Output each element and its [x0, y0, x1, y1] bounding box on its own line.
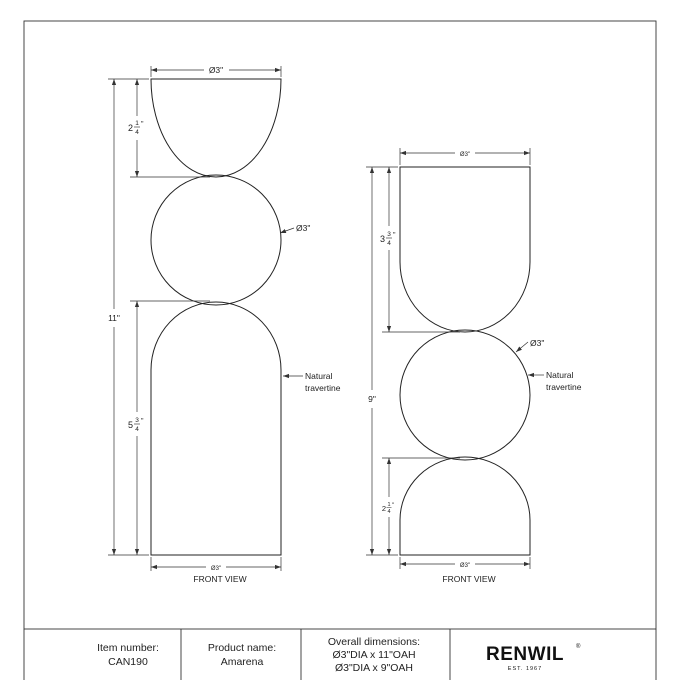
left-overall-height-label: 11" [108, 313, 120, 323]
drawing-border [24, 21, 656, 629]
overall-dimensions-line2: Ø3"DIA x 9"OAH [334, 662, 414, 674]
product-name-value: Amarena [220, 656, 264, 668]
left-view-caption: FRONT VIEW [193, 574, 247, 584]
svg-text:1: 1 [135, 120, 139, 127]
right-cup-height-label [380, 231, 396, 247]
title-block [24, 629, 656, 680]
right-front-view [366, 148, 582, 584]
svg-text:4: 4 [135, 426, 139, 433]
right-base-height-label [382, 502, 394, 515]
overall-dimensions-label: Overall dimensions: [327, 636, 421, 648]
svg-text:®: ® [576, 644, 581, 650]
right-bottom-width-label: Ø3" [459, 563, 471, 569]
right-bottom-dome [400, 457, 530, 555]
left-front-view [108, 65, 341, 584]
left-material-line1: Natural [305, 371, 333, 381]
overall-dimensions-line1: Ø3"DIA x 11"OAH [332, 649, 416, 661]
right-top-cup [400, 167, 530, 332]
right-material-line2: travertine [546, 382, 582, 392]
left-sphere [151, 175, 281, 305]
right-sphere [400, 330, 530, 460]
left-top-bowl [151, 79, 281, 177]
left-base-height-label [128, 417, 144, 433]
product-name-label: Product name: [207, 642, 277, 654]
svg-text:3: 3 [135, 417, 139, 424]
svg-text:3: 3 [379, 234, 385, 244]
svg-text:": " [392, 503, 395, 509]
item-number-label: Item number: [97, 642, 159, 654]
svg-text:4: 4 [387, 240, 391, 247]
svg-text:4: 4 [135, 129, 139, 136]
svg-text:5: 5 [127, 420, 133, 430]
svg-text:": " [393, 232, 396, 239]
left-top-width-label: Ø3" [208, 65, 224, 75]
right-overall-height-label: 9" [368, 394, 376, 404]
svg-text:3: 3 [387, 231, 391, 238]
right-sphere-dia-label: Ø3" [530, 338, 545, 348]
right-top-width-label: Ø3" [459, 152, 471, 158]
svg-text:2: 2 [381, 504, 386, 513]
svg-text:1: 1 [387, 502, 391, 508]
svg-text:": " [141, 121, 144, 128]
svg-text:4: 4 [387, 509, 391, 515]
left-sphere-dia-label: Ø3" [296, 223, 311, 233]
svg-text:EST. 1967: EST. 1967 [507, 666, 543, 672]
svg-text:2: 2 [127, 123, 133, 133]
left-base-dome [151, 302, 281, 555]
right-material-line1: Natural [546, 370, 574, 380]
right-view-caption: FRONT VIEW [442, 574, 496, 584]
left-material-line2: travertine [305, 383, 341, 393]
left-cup-height-label [128, 120, 144, 136]
item-number-value: CAN190 [108, 656, 148, 668]
renwil-logo [486, 643, 581, 672]
svg-text:": " [141, 418, 144, 425]
svg-text:RENWIL: RENWIL [486, 644, 564, 665]
left-bottom-width-label: Ø3" [210, 566, 222, 572]
